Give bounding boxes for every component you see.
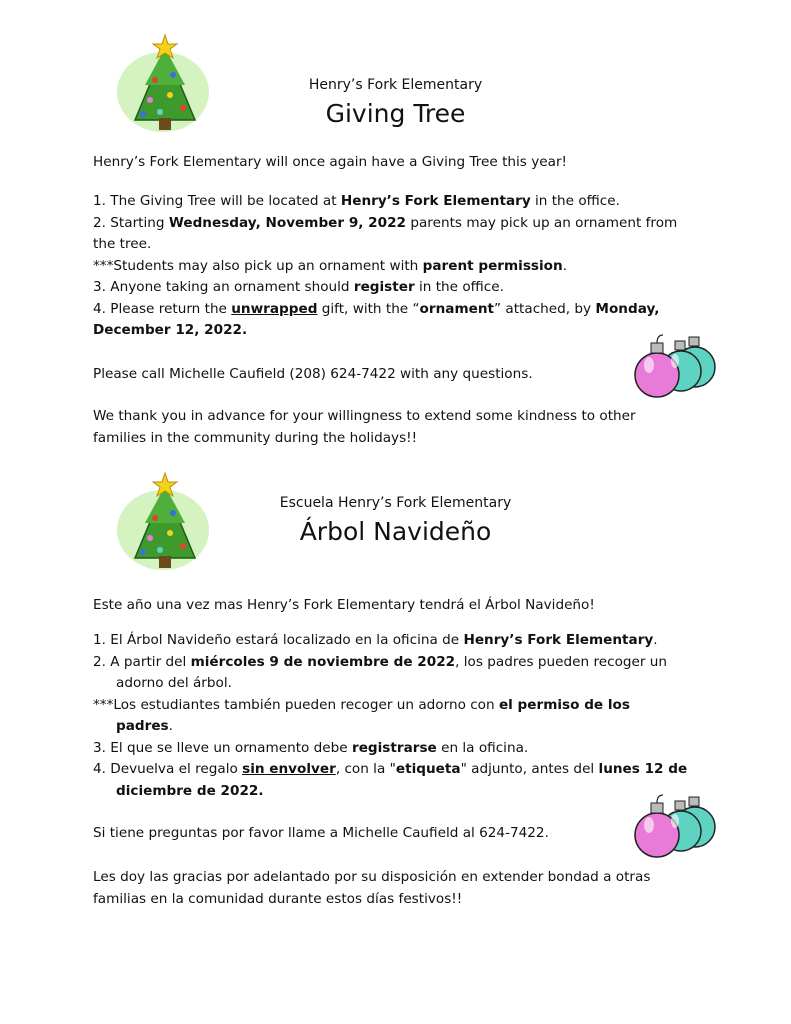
ornaments-icon xyxy=(633,323,723,413)
list-item: 4. Devuelva el regalo sin envolver, con la "etiqueta" adjunto, antes del lunes 12 de xyxy=(93,761,688,777)
list-item: 3. Anyone taking an ornament should register in the office. xyxy=(93,279,504,295)
school-name: Henry’s Fork Elementary xyxy=(308,77,483,93)
list-item: ***Students may also pick up an ornament with parent permission. xyxy=(93,257,568,274)
list-item: 2. A partir del miércoles 9 de noviembre de 2022, los padres pueden recoger un xyxy=(93,653,668,670)
list-item-continued: December 12, 2022. xyxy=(93,322,248,338)
list-item-continued: diciembre de 2022. xyxy=(116,782,264,799)
list-item-continued: adorno del árbol. xyxy=(116,675,232,691)
intro-text: Este año una vez mas Henry’s Fork Elementary tendrá el Árbol Navideño! xyxy=(93,597,595,613)
contact-text: Si tiene preguntas por favor llame a Michelle Caufield al 624-7422. xyxy=(93,825,549,841)
thanks-text: Les doy las gracias por adelantado por su disposición en extender bondad a otras familias en la comunidad durante estos días festivos!! xyxy=(93,869,651,907)
intro-text: Henry’s Fork Elementary will once again have a Giving Tree this year! xyxy=(93,154,567,170)
list-item: 1. El Árbol Navideño estará localizado en la oficina de Henry’s Fork Elementary. xyxy=(93,632,658,648)
ornaments-icon xyxy=(633,783,723,873)
school-name: Escuela Henry’s Fork Elementary xyxy=(279,495,512,511)
instructions-list xyxy=(93,191,733,342)
thanks-text: We thank you in advance for your willingness to extend some kindness to other families in the community during the holidays!! xyxy=(93,408,636,446)
page-title: Giving Tree xyxy=(325,99,466,128)
list-item: ***Los estudiantes también pueden recoger un adorno con el permiso de los xyxy=(93,696,630,713)
list-item-continued: padres. xyxy=(116,718,173,734)
list-item: 1. The Giving Tree will be located at Henry’s Fork Elementary in the office. xyxy=(93,193,620,209)
instructions-list xyxy=(93,630,733,802)
page-title: Árbol Navideño xyxy=(299,517,492,546)
list-item: 2. Starting Wednesday, November 9, 2022 parents may pick up an ornament from xyxy=(93,214,678,231)
contact-text: Please call Michelle Caufield (208) 624-7422 with any questions. xyxy=(93,366,533,382)
list-item-continued: the tree. xyxy=(93,236,152,252)
list-item: 3. El que se lleve un ornamento debe registrarse en la oficina. xyxy=(93,739,529,756)
list-item: 4. Please return the unwrapped gift, with the “ornament” attached, by Monday, xyxy=(93,300,660,317)
